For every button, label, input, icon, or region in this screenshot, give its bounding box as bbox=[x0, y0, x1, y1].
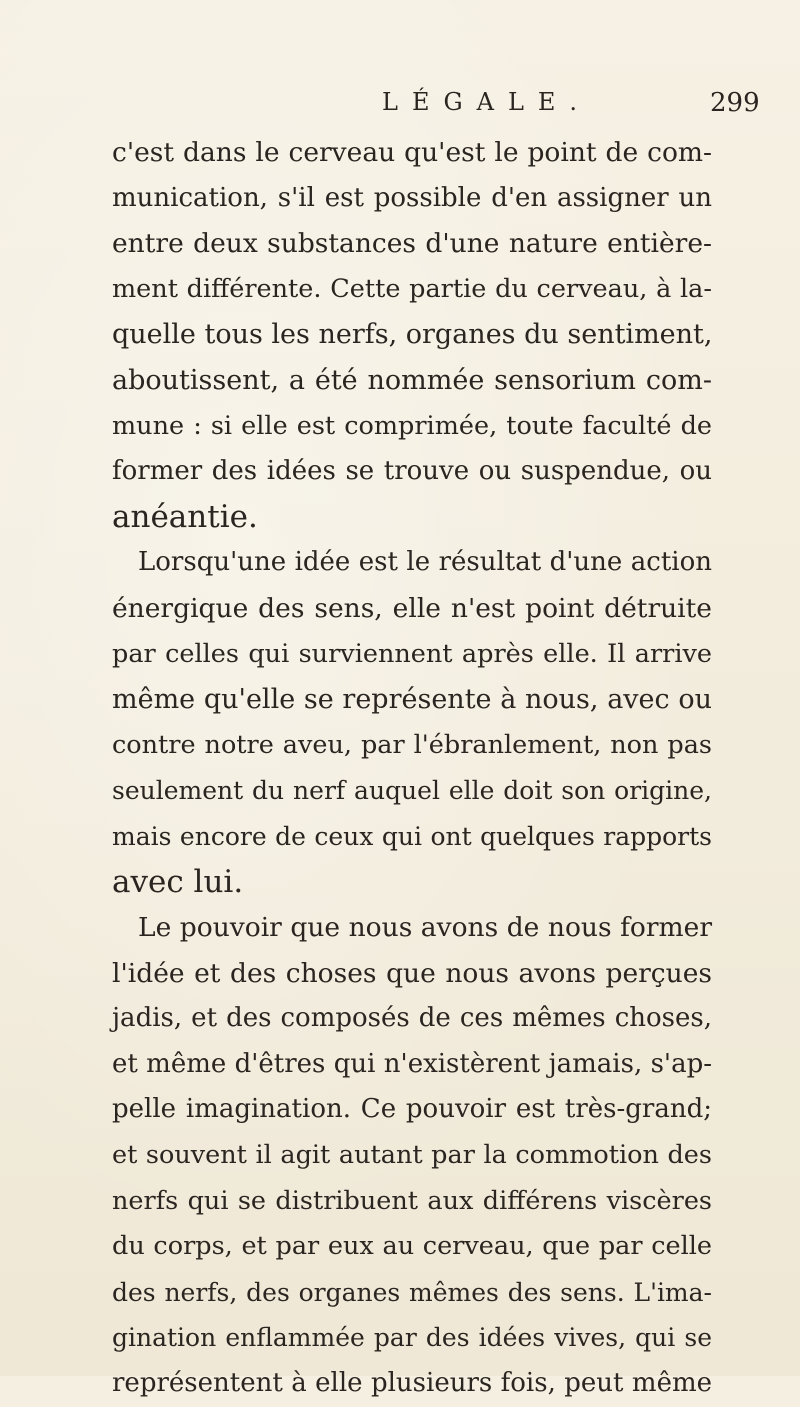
body-text bbox=[112, 130, 712, 1407]
text-line: énergique des sens, elle n'est point détruite bbox=[112, 592, 712, 624]
text-line: munication, s'il est possible d'en assigner un bbox=[112, 182, 712, 213]
text-line: représentent à elle plusieurs fois, peut même bbox=[112, 1368, 712, 1399]
text-line: entre deux substances d'une nature entière- bbox=[112, 228, 712, 260]
text-line: l'idée et des choses que nous avons perçues bbox=[112, 957, 712, 989]
text-line: mais encore de ceux qui ont quelques rapports bbox=[112, 821, 712, 851]
text-line: Le pouvoir que nous avons de nous former bbox=[138, 912, 712, 944]
running-head: LÉGALE. bbox=[382, 88, 592, 116]
text-line: par celles qui surviennent après elle. Il arrive bbox=[112, 638, 712, 669]
text-line: former des idées se trouve ou suspendue, ou bbox=[112, 456, 712, 487]
text-line: et même d'êtres qui n'existèrent jamais, s'ap- bbox=[112, 1048, 712, 1079]
text-line: contre notre aveu, par l'ébranlement, non pas bbox=[112, 729, 712, 760]
text-line: aboutissent, a été nommée sensorium com- bbox=[112, 364, 712, 396]
text-line: c'est dans le cerveau qu'est le point de com- bbox=[112, 137, 712, 168]
page-header bbox=[0, 88, 800, 128]
text-line: des nerfs, des organes mêmes des sens. L'ima- bbox=[112, 1277, 712, 1307]
text-line: nerfs qui se distribuent aux différens viscères bbox=[112, 1185, 712, 1216]
text-line: ment différente. Cette partie du cerveau, à la- bbox=[112, 273, 712, 304]
text-line: quelle tous les nerfs, organes du sentiment, bbox=[112, 319, 713, 351]
text-line: seulement du nerf auquel elle doit son origine, bbox=[112, 776, 712, 806]
text-line: et souvent il agit autant par la commotion des bbox=[112, 1140, 712, 1171]
text-line: même qu'elle se représente à nous, avec ou bbox=[112, 684, 712, 716]
text-line: jadis, et des composés de ces mêmes choses, bbox=[112, 1003, 712, 1034]
text-line: du corps, et par eux au cerveau, que par celle bbox=[112, 1231, 712, 1262]
text-line: pelle imagination. Ce pouvoir est très-grand; bbox=[112, 1094, 712, 1125]
page-number: 299 bbox=[710, 88, 760, 118]
text-line: anéantie. bbox=[112, 498, 258, 535]
text-line: Lorsqu'une idée est le résultat d'une action bbox=[138, 547, 712, 578]
text-line: gination enflammée par des idées vives, qui se bbox=[112, 1323, 712, 1353]
text-line: mune : si elle est comprimée, toute faculté de bbox=[112, 410, 712, 441]
text-line: avec lui. bbox=[112, 863, 244, 900]
